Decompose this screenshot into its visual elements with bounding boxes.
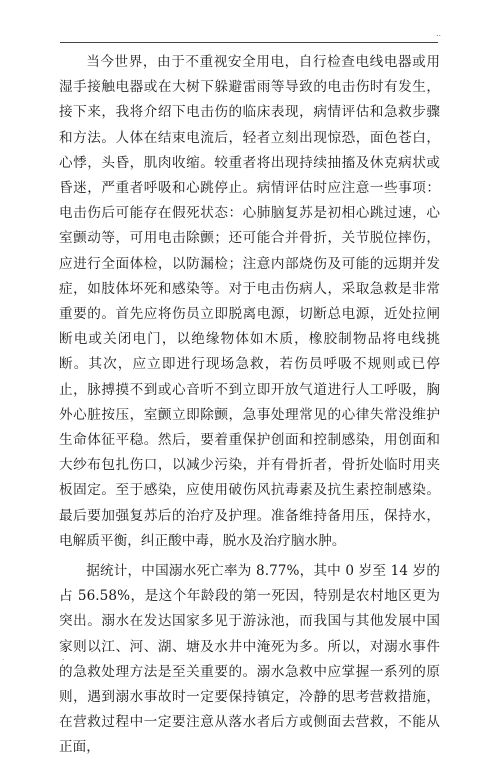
footer-mark: .	[62, 653, 65, 662]
header-rule	[60, 42, 438, 43]
paragraph-electric-shock: 当今世界，由于不重视安全用电，自行检查电线电器或用湿手接触电器或在大树下躲避雷雨等导致的电击伤时有发生，接下来，我将介绍下电击伤的临床表现，病情评估和急救步骤和方法。人体在结束电流后，轻者立刻出现惊恐，面色苍白，心悸，头昏，肌肉收缩。较重者将出现持续抽搐及休克病状或昏迷，严重者呼吸和心跳停止。病情评估时应注意一些事项：电击伤后可能存在假死状态：心肺脑复苏是初相心跳过速，心室颤动等，可用电击除颤；还可能合并骨折，关节脱位摔伤，应进行全面体检，以防漏检；注意内部烧伤及可能的远期并发症，如肢体坏死和感染等。对于电击伤病人，采取急救是非常重要的。首先应将伤员立即脱离电源，切断总电源，近处拉闸断电或关闭电门，以绝缘物体如木质，橡胶制物品将电线挑断。其次，应立即进行现场急救，若伤员呼吸不规则或已停止，脉搏摸不到或心音听不到立即开放气道进行人工呼吸，胸外心脏按压，室颤立即除颤，急事处理常见的心律失常没维护生命体征平稳。然后，要着重保护创面和控制感染，用创面和大纱布包扎伤口，以减少污染，并有骨折者，骨折处临时用夹板固定。至于感染，应使用破伤风抗毒素及抗生素控制感染。最后要加强复苏后的治疗及护理。准备维持备用压，保持水，电解质平衡，纠正酸中毒，脱水及治疗脑水肿。	[59, 54, 440, 549]
document-body	[59, 50, 440, 761]
header-mark: ..	[436, 29, 442, 38]
paragraph-drowning: 据统计，中国溺水死亡率为 8.77%，其中 0 岁至 14 岁的占 56.58%，是这个年龄段的第一死因，特别是农村地区更为突出。溺水在发达国家多见于游泳池，而我国与其他发展中国家则以江、河、湖、塘及水井中淹死为多。所以，对溺水事件的急救处理方法是至关重要的。溺水急救中应掌握一系列的原则，遇到溺水事故时一定要保持镇定，冷静的思考营救措施，在营救过程中一定要注意从落水者后方或侧面去营救，不能从正面，	[59, 563, 440, 756]
